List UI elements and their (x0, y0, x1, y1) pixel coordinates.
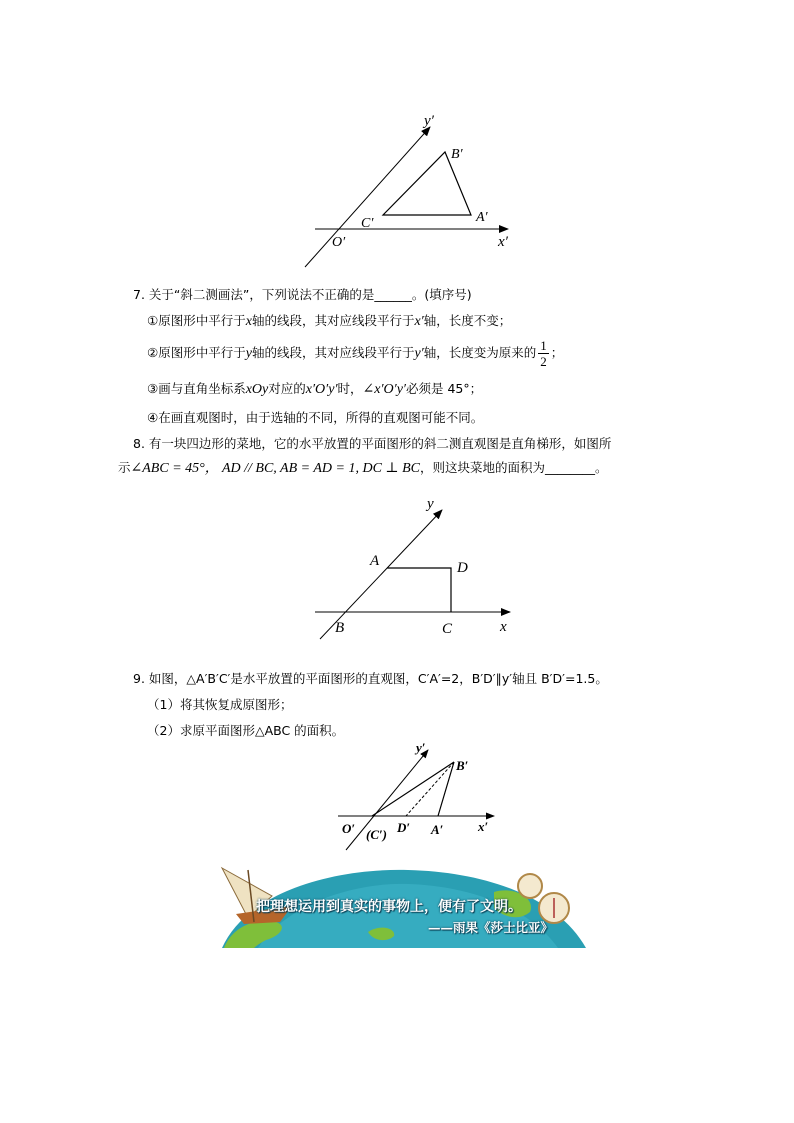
label-b-prime: B′ (451, 147, 463, 162)
y-axis (346, 750, 428, 850)
side-a-b (438, 762, 454, 816)
q8-math: ∠ABC = 45°， AD // BC, AB = AD = 1, DC ⊥ BC (130, 461, 420, 476)
q7-option-1 (147, 312, 511, 331)
label-x: x (500, 619, 507, 635)
label-o-prime: O′ (342, 821, 356, 836)
trapezoid-ad-dc (387, 568, 451, 612)
label-a: A (370, 553, 380, 569)
label-c-prime: C′ (361, 216, 374, 231)
label-x-prime: x′ (478, 819, 489, 834)
fraction-denominator: 2 (540, 354, 547, 369)
figure-1-oblique-triangle (290, 105, 520, 275)
quote-banner (218, 862, 590, 948)
q7-opt1-xprime: x′ (414, 314, 424, 329)
q7-opt2-y: y (245, 346, 252, 361)
q7-opt3-text-a: ③画与直角坐标系 (147, 381, 246, 396)
q9-stem: 9. 如图，△A′B′C′是水平放置的平面图形的直观图，C′A′=2，B′D′∥y′轴且 B′D′=1.5。 (133, 671, 608, 686)
q7-option-2 (147, 336, 563, 371)
fraction-one-half (538, 338, 549, 369)
q7-opt1-x: x (245, 314, 252, 329)
label-y: y (427, 496, 434, 512)
q7-stem: 7. 关于“斜二测画法”，下列说法不正确的是______。(填序号) (133, 287, 472, 302)
q8-line-1: 8. 有一块四边形的菜地，它的水平放置的平面图形的斜二测直观图是直角梯形，如图所 (133, 436, 612, 451)
label-b-prime: B′ (456, 758, 469, 773)
q7-opt3-xoy: xOy (245, 382, 269, 397)
banner-quote: 把理想运用到真实的事物上，便有了文明。 (256, 899, 522, 915)
q8-text-a: 示 (118, 460, 131, 475)
q9-sub-1: （1）将其恢复成原图形； (147, 697, 293, 712)
q7-option-4: ④在画直观图时，由于选轴的不同，所得的直观图可能不同。 (147, 410, 484, 425)
q7-opt2-yprime: y′ (414, 346, 424, 361)
figure-3-oblique-triangle (330, 738, 505, 856)
banner-author: ——雨果《莎士比亚》 (428, 920, 554, 935)
q7-option-3 (147, 380, 482, 399)
label-x-prime: x′ (498, 234, 508, 250)
q7-opt2-end: ； (550, 345, 564, 360)
q9-sub-2: （2）求原平面图形△ABC 的面积。 (147, 723, 345, 738)
label-b: B (335, 620, 345, 636)
clock-dial (518, 874, 542, 898)
figure-2-right-trapezoid (300, 492, 525, 642)
y-axis (305, 127, 430, 267)
label-c: C (442, 621, 453, 637)
q8-line-2 (118, 459, 608, 478)
q7-opt2-text-a: ②原图形中平行于 (147, 345, 246, 360)
q7-opt3-text-b: 对应的 (268, 381, 306, 396)
label-y-prime: y′ (424, 113, 434, 129)
q7-opt1-text-b: 轴的线段，其对应线段平行于 (251, 313, 415, 328)
label-a-prime: A′ (476, 210, 488, 225)
q8-text-b: ，则这块菜地的面积为________。 (419, 460, 608, 475)
q7-opt1-text-a: ①原图形中平行于 (147, 313, 246, 328)
fraction-numerator: 1 (540, 338, 547, 353)
label-d-prime: D′ (397, 820, 411, 835)
label-c-prime: (C′) (366, 827, 387, 842)
label-a-prime: A′ (431, 822, 444, 837)
q7-opt3-text-c: 时， (337, 381, 363, 396)
q7-opt2-text-b: 轴的线段，其对应线段平行于 (251, 345, 415, 360)
label-o-prime: O′ (332, 235, 346, 250)
q7-opt2-text-c: 轴，长度变为原来的 (423, 345, 537, 360)
q7-opt3-angle: ∠x′O′y′ (362, 382, 406, 397)
q7-opt1-text-c: 轴，长度不变； (423, 313, 512, 328)
q7-opt3-xoyprime: x′O′y′ (305, 382, 338, 397)
label-y-prime: y′ (416, 740, 426, 755)
label-d: D (457, 560, 468, 576)
q7-opt3-text-d: 必须是 45°； (406, 381, 483, 396)
